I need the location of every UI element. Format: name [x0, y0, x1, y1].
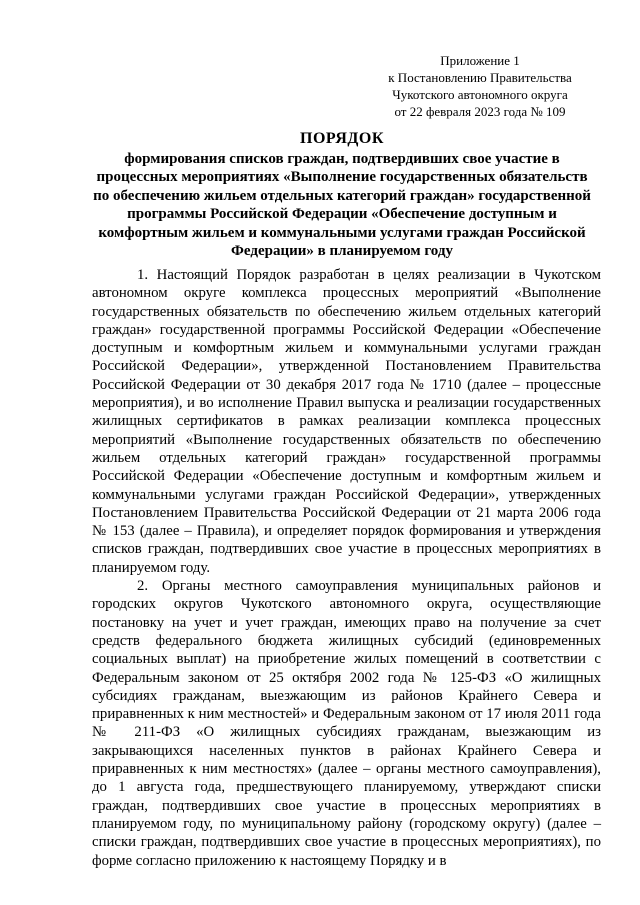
paragraph-1: 1. Настоящий Порядок разработан в целях реализации в Чукотском автономном округе комплекса процессных мероприятий «Выполнение государственных обязательств по обеспечению жильем отдельных категорий граждан» государственной программы Российской Федерации «Обеспечение доступным и комфортным жильем и коммунальными услугами граждан Российской Федерации», утвержденной Постановлением Правительства Российской Федерации от 30 декабря 2017 года № 1710 (далее – процессные мероприятия), и во исполнение Правил выпуска и реализации государственных жилищных сертификатов в рамках реализации комплекса процессных мероприятий «Выполнение государственных обязательств по обеспечению жильем отдельных категорий граждан» государственной программы Российской Федерации «Обеспечение доступным и комфортным жильем и коммунальными услугами граждан Российской Федерации», утвержденных Постановлением Правительства Российской Федерации от 21 марта 2006 года № 153 (далее – Правила), и определяет порядок формирования и утверждения списков граждан, подтвердивших свое участие в процессных мероприятиях в планируемом году. — [92, 267, 601, 576]
annex-line-3: Чукотского автономного округа — [392, 87, 568, 102]
annex-line-2: к Постановлению Правительства — [388, 70, 572, 85]
annex-line-4: от 22 февраля 2023 года № 109 — [394, 104, 566, 119]
document-body — [92, 266, 601, 870]
paragraph-2: 2. Органы местного самоуправления муниципальных районов и городских округов Чукотского автономного округа, осуществляющие постановку на учет и учет граждан, имеющих право на получение за счет средств федерального бюджета жилищных субсидий (единовременных социальных выплат) на приобретение жилых помещений в соответствии с Федеральным законом от 25 октября 2002 года № 125-ФЗ «О жилищных субсидиях гражданам, выезжающим из районов Крайнего Севера и приравненных к ним местностей» и Федеральным законом от 17 июля 2011 года № 211-ФЗ «О жилищных субсидиях гражданам, выезжающим из закрывающихся населенных пунктов в районах Крайнего Севера и приравненных к ним местностях» (далее – органы местного самоуправления), до 1 августа года, предшествующего планируемому, утверждают списки граждан, подтвердивших свое участие в процессных мероприятиях в планируемом году, по муниципальному району (городскому округу) (далее – списки граждан, подтвердивших свое участие в процессных мероприятиях), по форме согласно приложению к настоящему Порядку и в — [92, 578, 601, 869]
annex-line-1: Приложение 1 — [440, 53, 520, 68]
document-subtitle: формирования списков граждан, подтвердивших свое участие в процессных мероприятиях «Выполнение государственных обязательств по обеспечению жильем отдельных категорий граждан» государственной программы Российской Федерации «Обеспечение доступным и комфортным жильем и коммунальными услугами граждан Российской Федерации» в планируемом году — [93, 150, 591, 259]
document-heading — [88, 130, 596, 261]
document-title: ПОРЯДОК — [300, 130, 384, 147]
annex-block — [360, 52, 600, 120]
